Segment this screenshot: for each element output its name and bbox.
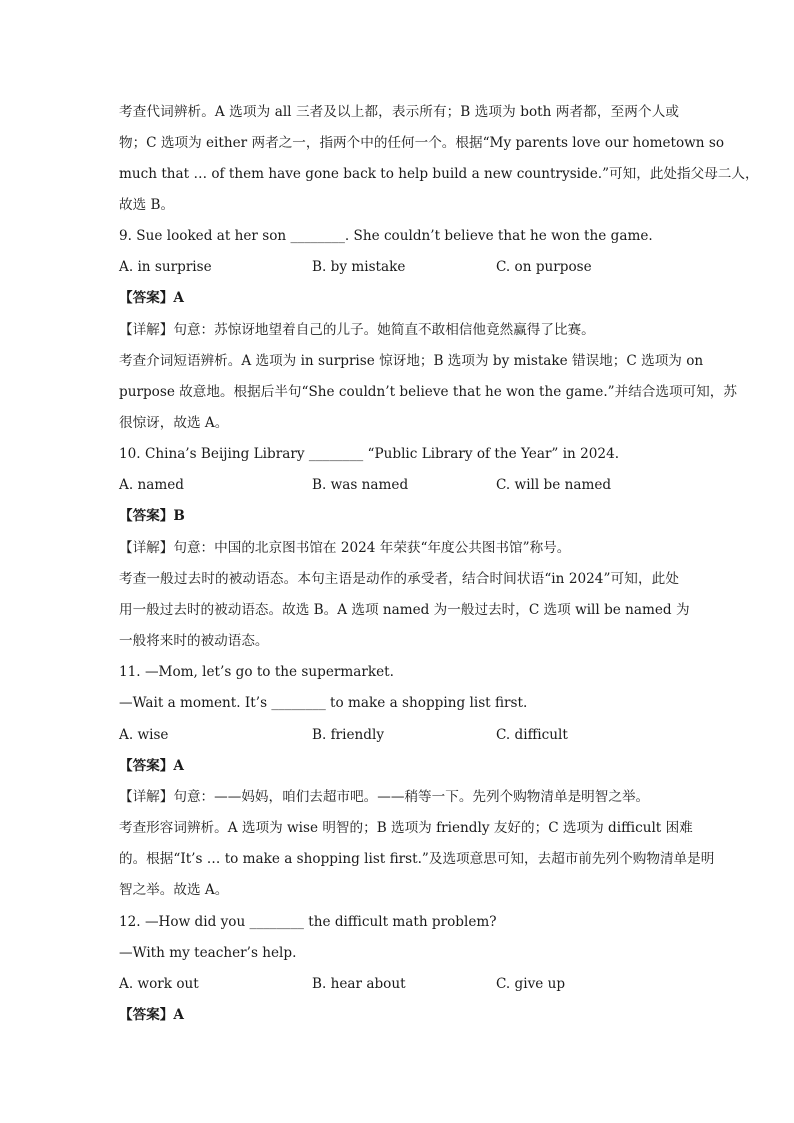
question-10: 10. China’s Beijing Library ________ “Public Library of the Year” in 2024.	[119, 446, 620, 462]
detail-line: 【详解】句意：苏惊讶地望着自己的儿子。她简直不敢相信他竟然赢得了比赛。	[119, 322, 595, 338]
explanation-line: much that … of them have gone back to help build a new countryside.”可知，此处指父母二人，	[119, 166, 759, 182]
option-a: A. wise	[119, 727, 169, 743]
question-11-dialogue: —Wait a moment. It’s ________ to make a shopping list first.	[119, 695, 528, 711]
answer-label: 【答案】B	[119, 508, 185, 524]
option-a: A. named	[119, 477, 184, 493]
detail-line: 【详解】句意：中国的北京图书馆在 2024 年荣获“年度公共图书馆”称号。	[119, 540, 571, 556]
question-9: 9. Sue looked at her son ________. She couldn’t believe that he won the game.	[119, 228, 653, 244]
option-b: B. hear about	[312, 976, 406, 992]
explanation-line: 一般将来时的被动语态。	[119, 633, 269, 649]
option-c: C. give up	[496, 976, 566, 992]
explanation-line: 智之举。故选 A。	[119, 882, 229, 898]
explanation-line: 的。根据“It’s … to make a shopping list first.”及选项意思可知，去超市前先列个购物清单是明	[119, 851, 715, 867]
question-11: 11. —Mom, let’s go to the supermarket.	[119, 664, 394, 680]
option-b: B. was named	[312, 477, 409, 493]
answer-label: 【答案】A	[119, 758, 184, 774]
answer-label: 【答案】A	[119, 290, 184, 306]
explanation-line: 考查代词辨析。A 选项为 all 三者及以上都，表示所有；B 选项为 both 两者都，至两个人或	[119, 104, 679, 120]
option-a: A. work out	[119, 976, 199, 992]
explanation-line: 考查一般过去时的被动语态。本句主语是动作的承受者，结合时间状语“in 2024”可知，此处	[119, 571, 679, 587]
option-b: B. by mistake	[312, 259, 406, 275]
answer-label: 【答案】A	[119, 1007, 184, 1023]
explanation-line: 很惊讶，故选 A。	[119, 415, 229, 431]
explanation-line: 考查介词短语辨析。A 选项为 in surprise 惊讶地；B 选项为 by mistake 错误地；C 选项为 on	[119, 353, 704, 369]
question-12: 12. —How did you ________ the difficult math problem?	[119, 914, 497, 930]
explanation-line: 用一般过去时的被动语态。故选 B。A 选项 named 为一般过去时，C 选项 will be named 为	[119, 602, 690, 618]
option-c: C. difficult	[496, 727, 568, 743]
explanation-line: 故选 B。	[119, 197, 175, 213]
option-a: A. in surprise	[119, 259, 212, 275]
detail-line: 【详解】句意：——妈妈，咱们去超市吧。——稍等一下。先列个购物清单是明智之举。	[119, 789, 650, 805]
question-12-dialogue: —With my teacher’s help.	[119, 945, 297, 961]
option-b: B. friendly	[312, 727, 385, 743]
explanation-line: 物；C 选项为 either 两者之一，指两个中的任何一个。根据“My parents love our hometown so	[119, 135, 725, 151]
explanation-line: purpose 故意地。根据后半句“She couldn’t believe that he won the game.”并结合选项可知，苏	[119, 384, 737, 400]
option-c: C. on purpose	[496, 259, 592, 275]
option-c: C. will be named	[496, 477, 612, 493]
explanation-line: 考查形容词辨析。A 选项为 wise 明智的；B 选项为 friendly 友好的；C 选项为 difficult 困难	[119, 820, 693, 836]
